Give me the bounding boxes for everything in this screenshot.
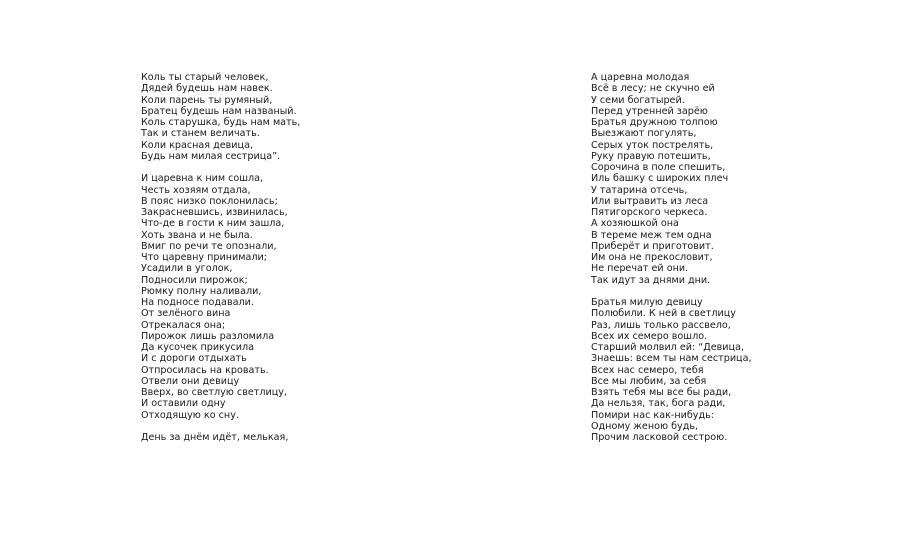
poem-line: Старший молвил ей: “Девица,	[591, 342, 744, 353]
poem-line: Перед утренней зарёю	[591, 105, 708, 117]
poem-line: Пирожок лишь разломила	[141, 330, 275, 342]
poem-line: Пятигорского черкеса.	[591, 207, 708, 218]
poem-line: Так идут за днями дни.	[591, 274, 711, 286]
poem-line: Рюмку полну наливали,	[141, 285, 262, 297]
poem-stanza	[591, 297, 891, 443]
right-text-column	[591, 72, 891, 455]
poem-line: Отвели они девицу	[141, 375, 240, 387]
poem-line: Коль ты старый человек,	[141, 72, 269, 83]
poem-line: Руку правую потешить,	[591, 150, 711, 162]
poem-line: Отпросилась на кровать.	[141, 364, 269, 376]
poem-line: У татарина отсечь,	[591, 184, 688, 196]
poem-line: Иль башку с широких плеч	[591, 173, 729, 185]
poem-line: Не перечат ей они.	[591, 263, 689, 275]
poem-line: Или вытравить из леса	[591, 195, 709, 207]
poem-line: Братья дружною толпою	[591, 117, 718, 128]
poem-line: Усадили в уголок,	[141, 263, 233, 275]
poem-line: Им она не прекословит,	[591, 252, 713, 263]
poem-line: Знаешь: всем ты нам сестрица,	[591, 353, 752, 365]
poem-line: Сорочина в поле спешить,	[591, 162, 726, 173]
poem-line: Все мы любим, за себя	[591, 375, 707, 387]
poem-line: Выезжают погулять,	[591, 128, 697, 140]
poem-line: Вмиг по речи те опознали,	[141, 240, 277, 252]
poem-line: Одному женою будь,	[591, 420, 699, 432]
poem-stanza	[141, 432, 441, 443]
poem-line: Коль старушка, будь нам мать,	[141, 117, 301, 128]
poem-line: Что-де в гости к ним зашла,	[141, 218, 285, 230]
poem-line: Отрекалася она;	[141, 319, 226, 331]
poem-line: Всё в лесу; не скучно ей	[591, 83, 715, 95]
poem-line: Прочим ласковой сестрою.	[591, 432, 728, 443]
poem-line: Да нельзя, так, бога ради,	[591, 398, 726, 410]
poem-line: Вверх, во светлую светлицу,	[141, 387, 287, 398]
poem-line: Честь хозяям отдала,	[141, 184, 251, 196]
poem-line: Всех их семеро вошло.	[591, 330, 708, 342]
poem-stanza	[141, 173, 441, 421]
poem-line: Дядей будешь нам навек.	[141, 83, 273, 95]
poem-line: Коли парень ты румяный,	[141, 94, 273, 106]
poem-line: Братец будешь нам названый.	[141, 105, 297, 117]
poem-line: Хоть звана и не была.	[141, 229, 253, 241]
poem-line: День за днём идёт, мелькая,	[141, 432, 289, 443]
poem-line: От зелёного вина	[141, 308, 231, 320]
poem-line: Взять тебя мы все бы ради,	[591, 387, 732, 398]
poem-line: И оставили одну	[141, 398, 226, 410]
poem-line: Коли красная девица,	[141, 139, 253, 151]
poem-line: И царевна к ним сошла,	[141, 173, 264, 185]
poem-line: Помири нас как-нибудь:	[591, 409, 714, 421]
poem-line: Полюбили. К ней в светлицу	[591, 308, 736, 320]
poem-line: Так и станем величать.	[141, 128, 260, 140]
poem-line: Будь нам милая сестрица”.	[141, 150, 281, 162]
poem-line: Братья милую девицу	[591, 297, 703, 308]
poem-line: В пояс низко поклонилась;	[141, 195, 278, 207]
poem-line: Серых уток пострелять,	[591, 139, 714, 151]
poem-stanza	[591, 72, 891, 286]
poem-line: И с дороги отдыхать	[141, 353, 247, 365]
left-text-column	[141, 72, 441, 455]
poem-line: В тереме меж тем одна	[591, 229, 712, 241]
poem-line: У семи богатырей.	[591, 94, 685, 106]
poem-stanza	[141, 72, 441, 162]
poem-line: Подносили пирожок;	[141, 274, 248, 286]
poem-line: Да кусочек прикусила	[141, 342, 255, 353]
poem-line: Отходящую ко сну.	[141, 409, 239, 421]
poem-line: Что царевну принимали;	[141, 252, 267, 263]
poem-line: Приберёт и приготовит.	[591, 240, 714, 252]
poem-line: Раз, лишь только рассвело,	[591, 319, 731, 331]
poem-line: А царевна молодая	[591, 72, 690, 83]
poem-line: Всех нас семеро, тебя	[591, 364, 704, 376]
poem-line: Закрасневшись, извинилась,	[141, 207, 288, 218]
poem-line: На подносе подавали.	[141, 297, 254, 308]
poem-line: А хозяюшкой она	[591, 218, 679, 230]
